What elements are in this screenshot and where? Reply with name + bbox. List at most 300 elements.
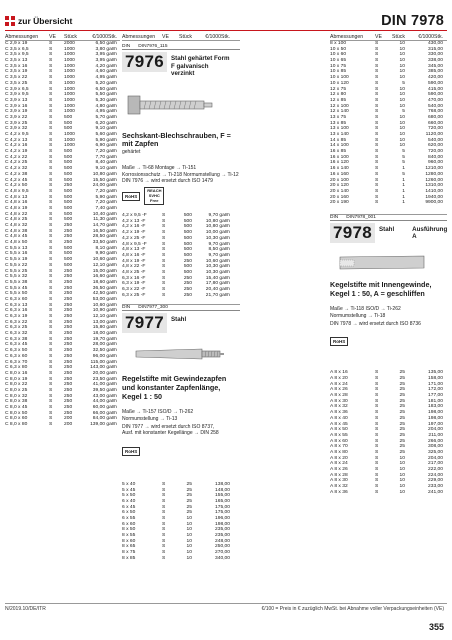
header-divider bbox=[5, 30, 447, 31]
table-cell: 6,20 gal/h bbox=[95, 120, 117, 126]
table-cell: 5,60 gal/h bbox=[95, 132, 117, 137]
table-cell: 4,8 x 9,5 -F bbox=[122, 241, 147, 247]
table-cell: S bbox=[375, 132, 379, 137]
table-cell: 5 bbox=[402, 154, 405, 160]
table-cell: 6 x 45 bbox=[122, 504, 136, 510]
table-cell: S bbox=[162, 510, 166, 516]
table-cell: 6 x 50 bbox=[122, 510, 136, 516]
table-cell: S bbox=[375, 63, 379, 69]
table-cell: S bbox=[49, 302, 53, 308]
table-cell: 8 x 50 bbox=[122, 527, 136, 533]
table-cell: 4,2 x 16 -F bbox=[122, 224, 146, 230]
table-cell: C 3,9 x 13 bbox=[5, 97, 28, 103]
table-cell: 1000 bbox=[64, 97, 75, 103]
table-cell: 10 x 65 bbox=[330, 58, 347, 64]
table-cell: S bbox=[49, 171, 53, 177]
table-cell: C 4,2 x 25 bbox=[5, 160, 28, 166]
table-cell: 21,70 gal/h bbox=[205, 292, 230, 298]
replacement-note: DIN 7977 → wird ersetzt durch ISO 8737, bbox=[122, 424, 215, 430]
table-cell: 250 bbox=[64, 240, 73, 246]
table-cell: 8 x 75 bbox=[122, 550, 136, 556]
table-cell: 590,00 bbox=[428, 92, 443, 98]
table-cell: S bbox=[49, 223, 53, 228]
table-cell: S bbox=[375, 149, 379, 155]
table-cell: 10 bbox=[399, 484, 405, 490]
table-cell: C 4,2 x 19 bbox=[5, 149, 28, 155]
table-cell: 42,50 gal/h bbox=[92, 291, 117, 297]
table-cell: 250 bbox=[64, 399, 73, 405]
table-cell: S bbox=[375, 444, 379, 450]
table-cell: S bbox=[49, 205, 53, 211]
table-cell: 13 x 100 bbox=[330, 126, 349, 132]
table-cell: S bbox=[162, 533, 166, 538]
table-cell: 1 bbox=[402, 166, 405, 172]
table-cell: S bbox=[49, 325, 53, 331]
table-cell: C 4,8 x 45 bbox=[5, 234, 28, 240]
table-cell: 345,00 bbox=[428, 63, 443, 69]
table-cell: 66,00 gal/h bbox=[92, 410, 117, 416]
table-cell: 500 bbox=[64, 188, 73, 194]
column-header: Stück bbox=[392, 33, 405, 40]
table-cell: S bbox=[49, 58, 53, 64]
table-cell: 4,95 gal/h bbox=[95, 75, 117, 81]
column-header: VE bbox=[162, 33, 169, 40]
table-cell: A 8 x 24 bbox=[330, 461, 348, 467]
table-cell: 25 bbox=[186, 493, 192, 499]
table-cell: 12 x 100 bbox=[330, 103, 349, 109]
table-cell: S bbox=[49, 353, 53, 359]
table-cell: S bbox=[49, 41, 53, 46]
product-material: Stahl bbox=[379, 225, 395, 233]
table-cell: C 6,3 x 60 bbox=[5, 296, 28, 302]
table-cell: 25 bbox=[399, 444, 405, 450]
table-cell: 620,00 bbox=[428, 143, 443, 149]
table-cell: 13 x 85 bbox=[330, 120, 347, 126]
replacement-note: DIN 7978 → wird ersetzt durch ISO 8736 bbox=[330, 320, 421, 327]
table-cell: 16,60 gal/h bbox=[92, 274, 117, 280]
table-cell: 1 bbox=[402, 194, 405, 200]
table-cell: S bbox=[162, 550, 166, 556]
table-cell: 10 bbox=[186, 533, 192, 538]
table-cell: 1000 bbox=[64, 46, 75, 52]
table-cell: 175,00 bbox=[215, 504, 230, 510]
din-reference: DIN DIN7978_001 bbox=[330, 215, 447, 221]
table-cell: S bbox=[49, 200, 53, 206]
table-cell: 6 x 40 bbox=[122, 498, 136, 504]
table-cell: 250 bbox=[183, 281, 192, 287]
table-cell: 235,00 bbox=[215, 527, 230, 533]
table-cell: S bbox=[162, 224, 166, 230]
table-cell: 10 bbox=[399, 455, 405, 461]
table-cell: 10 bbox=[186, 555, 192, 561]
table-cell: 25 bbox=[399, 376, 405, 382]
table-cell: 9,10 gal/h bbox=[95, 126, 117, 132]
table-cell: 11,30 gal/h bbox=[93, 217, 117, 223]
table-cell: 4,8 x 25 -F bbox=[122, 269, 146, 275]
table-cell: A 8 x 32 bbox=[330, 404, 348, 410]
table-cell: 18,60 gal/h bbox=[92, 279, 117, 285]
table-cell: S bbox=[49, 46, 53, 52]
table-cell: S bbox=[375, 154, 379, 160]
table-cell: 1260,00 bbox=[425, 177, 443, 183]
table-cell: 4,95 gal/h bbox=[95, 109, 117, 115]
table-cell: 1000 bbox=[64, 132, 75, 137]
table-cell: 13 x 75 bbox=[330, 114, 347, 120]
table-cell: 10 bbox=[399, 120, 405, 126]
table-cell: S bbox=[375, 478, 379, 484]
table-cell: S bbox=[375, 171, 379, 177]
table-cell: 19,70 gal/h bbox=[92, 336, 117, 342]
table-cell: 1000 bbox=[64, 109, 75, 115]
table-cell: C 3,9 x 19 bbox=[5, 109, 28, 115]
table-cell: 840,00 bbox=[428, 154, 443, 160]
table-cell: 233,00 bbox=[428, 484, 443, 490]
table-cell: 250 bbox=[64, 234, 73, 240]
table-cell: C 8,0 x 25 bbox=[5, 387, 28, 393]
table-cell: 9,70 gal/h bbox=[208, 241, 230, 247]
table-cell: S bbox=[375, 177, 379, 183]
table-cell: 9,70 gal/h bbox=[208, 213, 230, 219]
table-cell: 500 bbox=[64, 149, 73, 155]
table-cell: A 8 x 60 bbox=[330, 438, 348, 444]
table-cell: 5 x 45 bbox=[122, 487, 136, 493]
table-cell: 25 bbox=[399, 398, 405, 404]
page-header bbox=[0, 0, 452, 30]
table-cell: 250 bbox=[64, 405, 73, 410]
table-cell: C 6,3 x 80 bbox=[5, 365, 28, 371]
table-cell: 10 bbox=[399, 132, 405, 137]
table-cell: 25 bbox=[399, 432, 405, 438]
table-cell: C 4,8 x 16 bbox=[5, 200, 28, 206]
table-cell: 183,00 bbox=[428, 404, 443, 410]
product-7977-table bbox=[122, 482, 240, 562]
table-cell: 500 bbox=[183, 264, 192, 270]
table-cell: 14 x 85 bbox=[330, 137, 347, 143]
table-cell: S bbox=[162, 544, 166, 550]
column-right bbox=[330, 33, 447, 495]
table-cell: C 2,9 x 19 bbox=[5, 41, 28, 46]
table-cell: 1 bbox=[402, 200, 405, 206]
table-cell: 250 bbox=[64, 331, 73, 337]
taper-pin-internal-thread-illustration bbox=[330, 245, 442, 281]
table-cell: 10 bbox=[399, 97, 405, 103]
table-cell: 4,60 gal/h bbox=[95, 69, 117, 75]
table-cell: S bbox=[375, 120, 379, 126]
table-cell: S bbox=[375, 143, 379, 149]
table-cell: 10,60 gal/h bbox=[205, 258, 230, 264]
table-cell: A 8 x 30 bbox=[330, 398, 348, 404]
table-cell: 3,95 gal/h bbox=[95, 52, 117, 58]
table-cell: S bbox=[375, 455, 379, 461]
table-cell: S bbox=[375, 472, 379, 478]
table-cell: C 4,8 x 19 bbox=[5, 205, 28, 211]
table-cell: 1940,00 bbox=[425, 194, 443, 200]
table-cell: S bbox=[162, 275, 166, 281]
table-cell: 20,40 gal/h bbox=[205, 287, 230, 293]
table-cell: S bbox=[49, 80, 53, 86]
table-cell: 250 bbox=[64, 308, 73, 314]
table-cell: C 4,2 x 9,5 bbox=[5, 132, 29, 137]
table-cell: S bbox=[49, 319, 53, 325]
table-cell: 500 bbox=[64, 166, 73, 172]
table-cell: 148,00 bbox=[215, 487, 230, 493]
table-cell: A 8 x 16 bbox=[330, 370, 348, 376]
table-cell: C 3,5 x 25 bbox=[5, 80, 28, 86]
table-cell: 43,00 gal/h bbox=[92, 393, 117, 399]
table-cell: 10 bbox=[186, 515, 192, 521]
table-cell: 250 bbox=[64, 365, 73, 371]
table-cell: S bbox=[375, 52, 379, 58]
table-cell: 12 x 80 bbox=[330, 92, 347, 98]
table-cell: 60,00 gal/h bbox=[92, 405, 117, 410]
table-cell: 338,00 bbox=[428, 58, 443, 64]
table-cell: 1 bbox=[402, 183, 405, 189]
spec-reference: Maße → Ti-118 ISO/D → Ti-262 bbox=[330, 306, 401, 313]
table-cell: S bbox=[49, 382, 53, 388]
table-cell: C 8,0 x 38 bbox=[5, 399, 28, 405]
table-cell: 1410,00 bbox=[425, 188, 443, 194]
table-cell: C 8,0 x 22 bbox=[5, 382, 28, 388]
table-cell: S bbox=[375, 114, 379, 120]
table-cell: S bbox=[49, 393, 53, 399]
table-cell: A 8 x 36 bbox=[330, 489, 348, 495]
table-cell: 18,00 gal/h bbox=[92, 331, 117, 337]
table-cell: C 3,5 x 19 bbox=[5, 69, 28, 75]
table-cell: 175,00 bbox=[215, 510, 230, 516]
table-cell: C 4,2 x 16 bbox=[5, 143, 28, 149]
table-header bbox=[330, 33, 447, 41]
table-cell: S bbox=[375, 489, 379, 495]
rohs-badge: RoHS bbox=[122, 447, 140, 456]
table-cell: 10 bbox=[399, 126, 405, 132]
table-cell: C 4,2 x 38 bbox=[5, 171, 28, 177]
table-cell: C 8,0 x 32 bbox=[5, 393, 28, 399]
table-cell: S bbox=[49, 370, 53, 376]
table-cell: 6 x 60 bbox=[122, 521, 136, 527]
table-cell: S bbox=[49, 75, 53, 81]
column-header: Stück bbox=[64, 33, 77, 40]
table-cell: 8 x 60 bbox=[122, 538, 136, 544]
table-cell: S bbox=[162, 252, 166, 258]
table-cell: 10,40 gal/h bbox=[92, 211, 117, 217]
table-cell: 10,80 gal/h bbox=[92, 171, 117, 177]
table-cell: 115,00 gal/h bbox=[90, 359, 117, 365]
table-cell: S bbox=[49, 376, 53, 382]
table-cell: 500 bbox=[64, 211, 73, 217]
product-number: 7976 bbox=[122, 52, 167, 72]
column-header: €/1000Stk. bbox=[418, 33, 443, 40]
table-cell: S bbox=[375, 166, 379, 172]
table-cell: C 3,9 x 22 bbox=[5, 114, 28, 120]
table-cell: 6,50 gal/h bbox=[95, 41, 117, 46]
table-cell: 211,00 bbox=[428, 432, 443, 438]
table-cell: A 8 x 26 bbox=[330, 387, 348, 393]
table-cell: S bbox=[162, 281, 166, 287]
table-cell: 10 bbox=[399, 41, 405, 46]
table-cell: 10 bbox=[186, 521, 192, 527]
table-cell: A 8 x 32 bbox=[330, 484, 348, 490]
table-cell: 12 x 85 bbox=[330, 97, 347, 103]
table-cell: 6 x 55 bbox=[122, 515, 136, 521]
table-cell: 25 bbox=[186, 481, 192, 487]
table-cell: 10,60 gal/h bbox=[92, 257, 117, 263]
table-cell: 53,00 gal/h bbox=[92, 296, 117, 302]
product-7977 bbox=[122, 304, 240, 561]
table-cell: C 3,9 x 25 bbox=[5, 120, 28, 126]
table-cell: 250 bbox=[64, 183, 73, 189]
table-cell: 250 bbox=[64, 353, 73, 359]
catalog-code: N/2019.10/DE/ITR bbox=[5, 606, 46, 612]
table-cell: S bbox=[162, 269, 166, 275]
replacement-note: DIN 7976 → wird ersetzt durch ISO 1479 bbox=[122, 177, 213, 184]
table-cell: S bbox=[162, 218, 166, 224]
table-cell: C 5,5 x 13 bbox=[5, 245, 28, 251]
table-cell: 10,00 gal/h bbox=[205, 230, 230, 236]
table-cell: 9,10 gal/h bbox=[95, 166, 117, 172]
table-cell: C 6,3 x 19 bbox=[5, 314, 28, 319]
table-cell: C 8,0 x 80 bbox=[5, 422, 28, 428]
product-title: Regelstifte mit Gewindezapfen und konstanter Zapfenlänge, Kegel 1 : 50 bbox=[122, 374, 227, 401]
table-cell: 4,20 gal/h bbox=[95, 63, 117, 69]
table-cell: S bbox=[49, 149, 53, 155]
table-cell: 25 bbox=[399, 387, 405, 393]
table-cell: 1280,00 bbox=[425, 171, 443, 177]
table-cell: S bbox=[375, 381, 379, 387]
table-cell: 500 bbox=[64, 245, 73, 251]
table-cell: S bbox=[49, 296, 53, 302]
table-cell: C 4,8 x 50 bbox=[5, 240, 28, 246]
table-cell: 10 bbox=[399, 114, 405, 120]
table-cell: 250 bbox=[64, 302, 73, 308]
table-row bbox=[122, 293, 240, 299]
table-cell: S bbox=[162, 521, 166, 527]
table-cell: 3,95 gal/h bbox=[95, 58, 117, 64]
table-cell: 25 bbox=[399, 393, 405, 399]
table-cell: S bbox=[49, 331, 53, 337]
table-cell: S bbox=[49, 245, 53, 251]
table-cell: S bbox=[375, 103, 379, 109]
table-cell: 16 x 100 bbox=[330, 154, 349, 160]
table-cell: C 5,5 x 16 bbox=[5, 251, 28, 257]
table-cell: 10 x 85 bbox=[330, 69, 347, 75]
table-cell: 24,00 gal/h bbox=[92, 183, 117, 189]
table-cell: 250 bbox=[64, 274, 73, 280]
table-cell: 10 bbox=[399, 472, 405, 478]
table-cell: 1000 bbox=[64, 92, 75, 98]
table-cell: S bbox=[49, 137, 53, 143]
table-cell: S bbox=[49, 183, 53, 189]
table-cell: 25 bbox=[186, 487, 192, 493]
table-cell: 16 x 160 bbox=[330, 171, 349, 177]
column-header: VE bbox=[375, 33, 382, 40]
product-7976 bbox=[122, 44, 240, 298]
table-cell: 222,00 bbox=[428, 467, 443, 473]
table-cell: 7,20 gal/h bbox=[95, 200, 117, 206]
table-header bbox=[5, 33, 120, 41]
table-cell: A 8 x 30 bbox=[330, 478, 348, 484]
table-cell: 1 bbox=[402, 177, 405, 183]
table-cell: 500 bbox=[183, 252, 192, 258]
table-cell: C 6,3 x 32 bbox=[5, 331, 28, 337]
table-cell: 25 bbox=[399, 427, 405, 433]
table-cell: 500 bbox=[183, 213, 192, 219]
table-cell: 250 bbox=[64, 314, 73, 319]
table-cell: 6,3 x 25 -F bbox=[122, 292, 146, 298]
table-cell: C 5,5 x 22 bbox=[5, 262, 28, 268]
table-cell: 1000 bbox=[64, 69, 75, 75]
table-cell: 3,80 gal/h bbox=[95, 46, 117, 52]
table-cell: S bbox=[49, 69, 53, 75]
din-reference: DIN DIN7976_115 bbox=[122, 44, 240, 50]
table-cell: 20 x 160 bbox=[330, 194, 349, 200]
reach-badge: REACH SVHC Free bbox=[144, 187, 164, 205]
table-cell: 198,00 bbox=[428, 410, 443, 416]
table-cell: 14 x 100 bbox=[330, 143, 349, 149]
table-cell: S bbox=[162, 498, 166, 504]
table-cell: 540,00 bbox=[428, 103, 443, 109]
table-cell: 500 bbox=[183, 230, 192, 236]
table-cell: 250 bbox=[64, 359, 73, 365]
table-cell: 266,00 bbox=[428, 438, 443, 444]
product-number: 7977 bbox=[122, 313, 167, 333]
table-cell: 500 bbox=[183, 269, 192, 275]
table-cell: 9,90 gal/h bbox=[95, 251, 117, 257]
table-cell: 8 x 100 bbox=[330, 41, 347, 46]
table-cell: 590,00 bbox=[428, 80, 443, 86]
table-cell: 10 bbox=[186, 544, 192, 550]
table-cell: 8 x 55 bbox=[122, 533, 136, 538]
table-cell: S bbox=[375, 410, 379, 416]
table-cell: S bbox=[49, 422, 53, 428]
table-cell: S bbox=[162, 538, 166, 544]
table-cell: S bbox=[162, 504, 166, 510]
table-cell: 10 bbox=[399, 92, 405, 98]
table-cell: C 3,5 x 9,5 bbox=[5, 52, 29, 58]
table-cell: S bbox=[49, 274, 53, 280]
table-cell: 25 bbox=[186, 510, 192, 516]
table-cell: 8,10 gal/h bbox=[95, 245, 117, 251]
table-cell: 10,30 gal/h bbox=[205, 269, 230, 275]
table-body bbox=[5, 41, 120, 428]
table-cell: S bbox=[375, 421, 379, 427]
table-cell: C 6,3 x 45 bbox=[5, 342, 28, 348]
table-row bbox=[5, 422, 120, 428]
table-cell: 720,00 bbox=[428, 126, 443, 132]
table-cell: 204,00 bbox=[428, 427, 443, 433]
table-cell: 177,00 bbox=[428, 393, 443, 399]
table-cell: C 8,0 x 60 bbox=[5, 416, 28, 422]
table-cell: 4,2 x 25 -F bbox=[122, 235, 146, 241]
table-cell: C 4,2 x 50 bbox=[5, 183, 28, 189]
table-cell: S bbox=[375, 86, 379, 92]
table-cell: 16 x 120 bbox=[330, 160, 349, 166]
table-cell: 9,70 gal/h bbox=[208, 252, 230, 258]
back-to-overview-link[interactable] bbox=[5, 16, 72, 26]
table-cell: 20,00 gal/h bbox=[92, 370, 117, 376]
table-cell: 5,90 gal/h bbox=[95, 194, 117, 200]
table-cell: S bbox=[49, 194, 53, 200]
column-header: VE bbox=[49, 33, 56, 40]
table-cell: 13 x 140 bbox=[330, 132, 349, 137]
table-cell: 1000 bbox=[64, 63, 75, 69]
table-cell: 250 bbox=[64, 410, 73, 416]
table-cell: 330,00 bbox=[428, 52, 443, 58]
table-cell: 10 x 60 bbox=[330, 52, 347, 58]
table-cell: 25 bbox=[399, 449, 405, 455]
table-cell: 7,40 gal/h bbox=[95, 205, 117, 211]
table-cell: 660,00 bbox=[428, 120, 443, 126]
table-cell: S bbox=[162, 292, 166, 298]
